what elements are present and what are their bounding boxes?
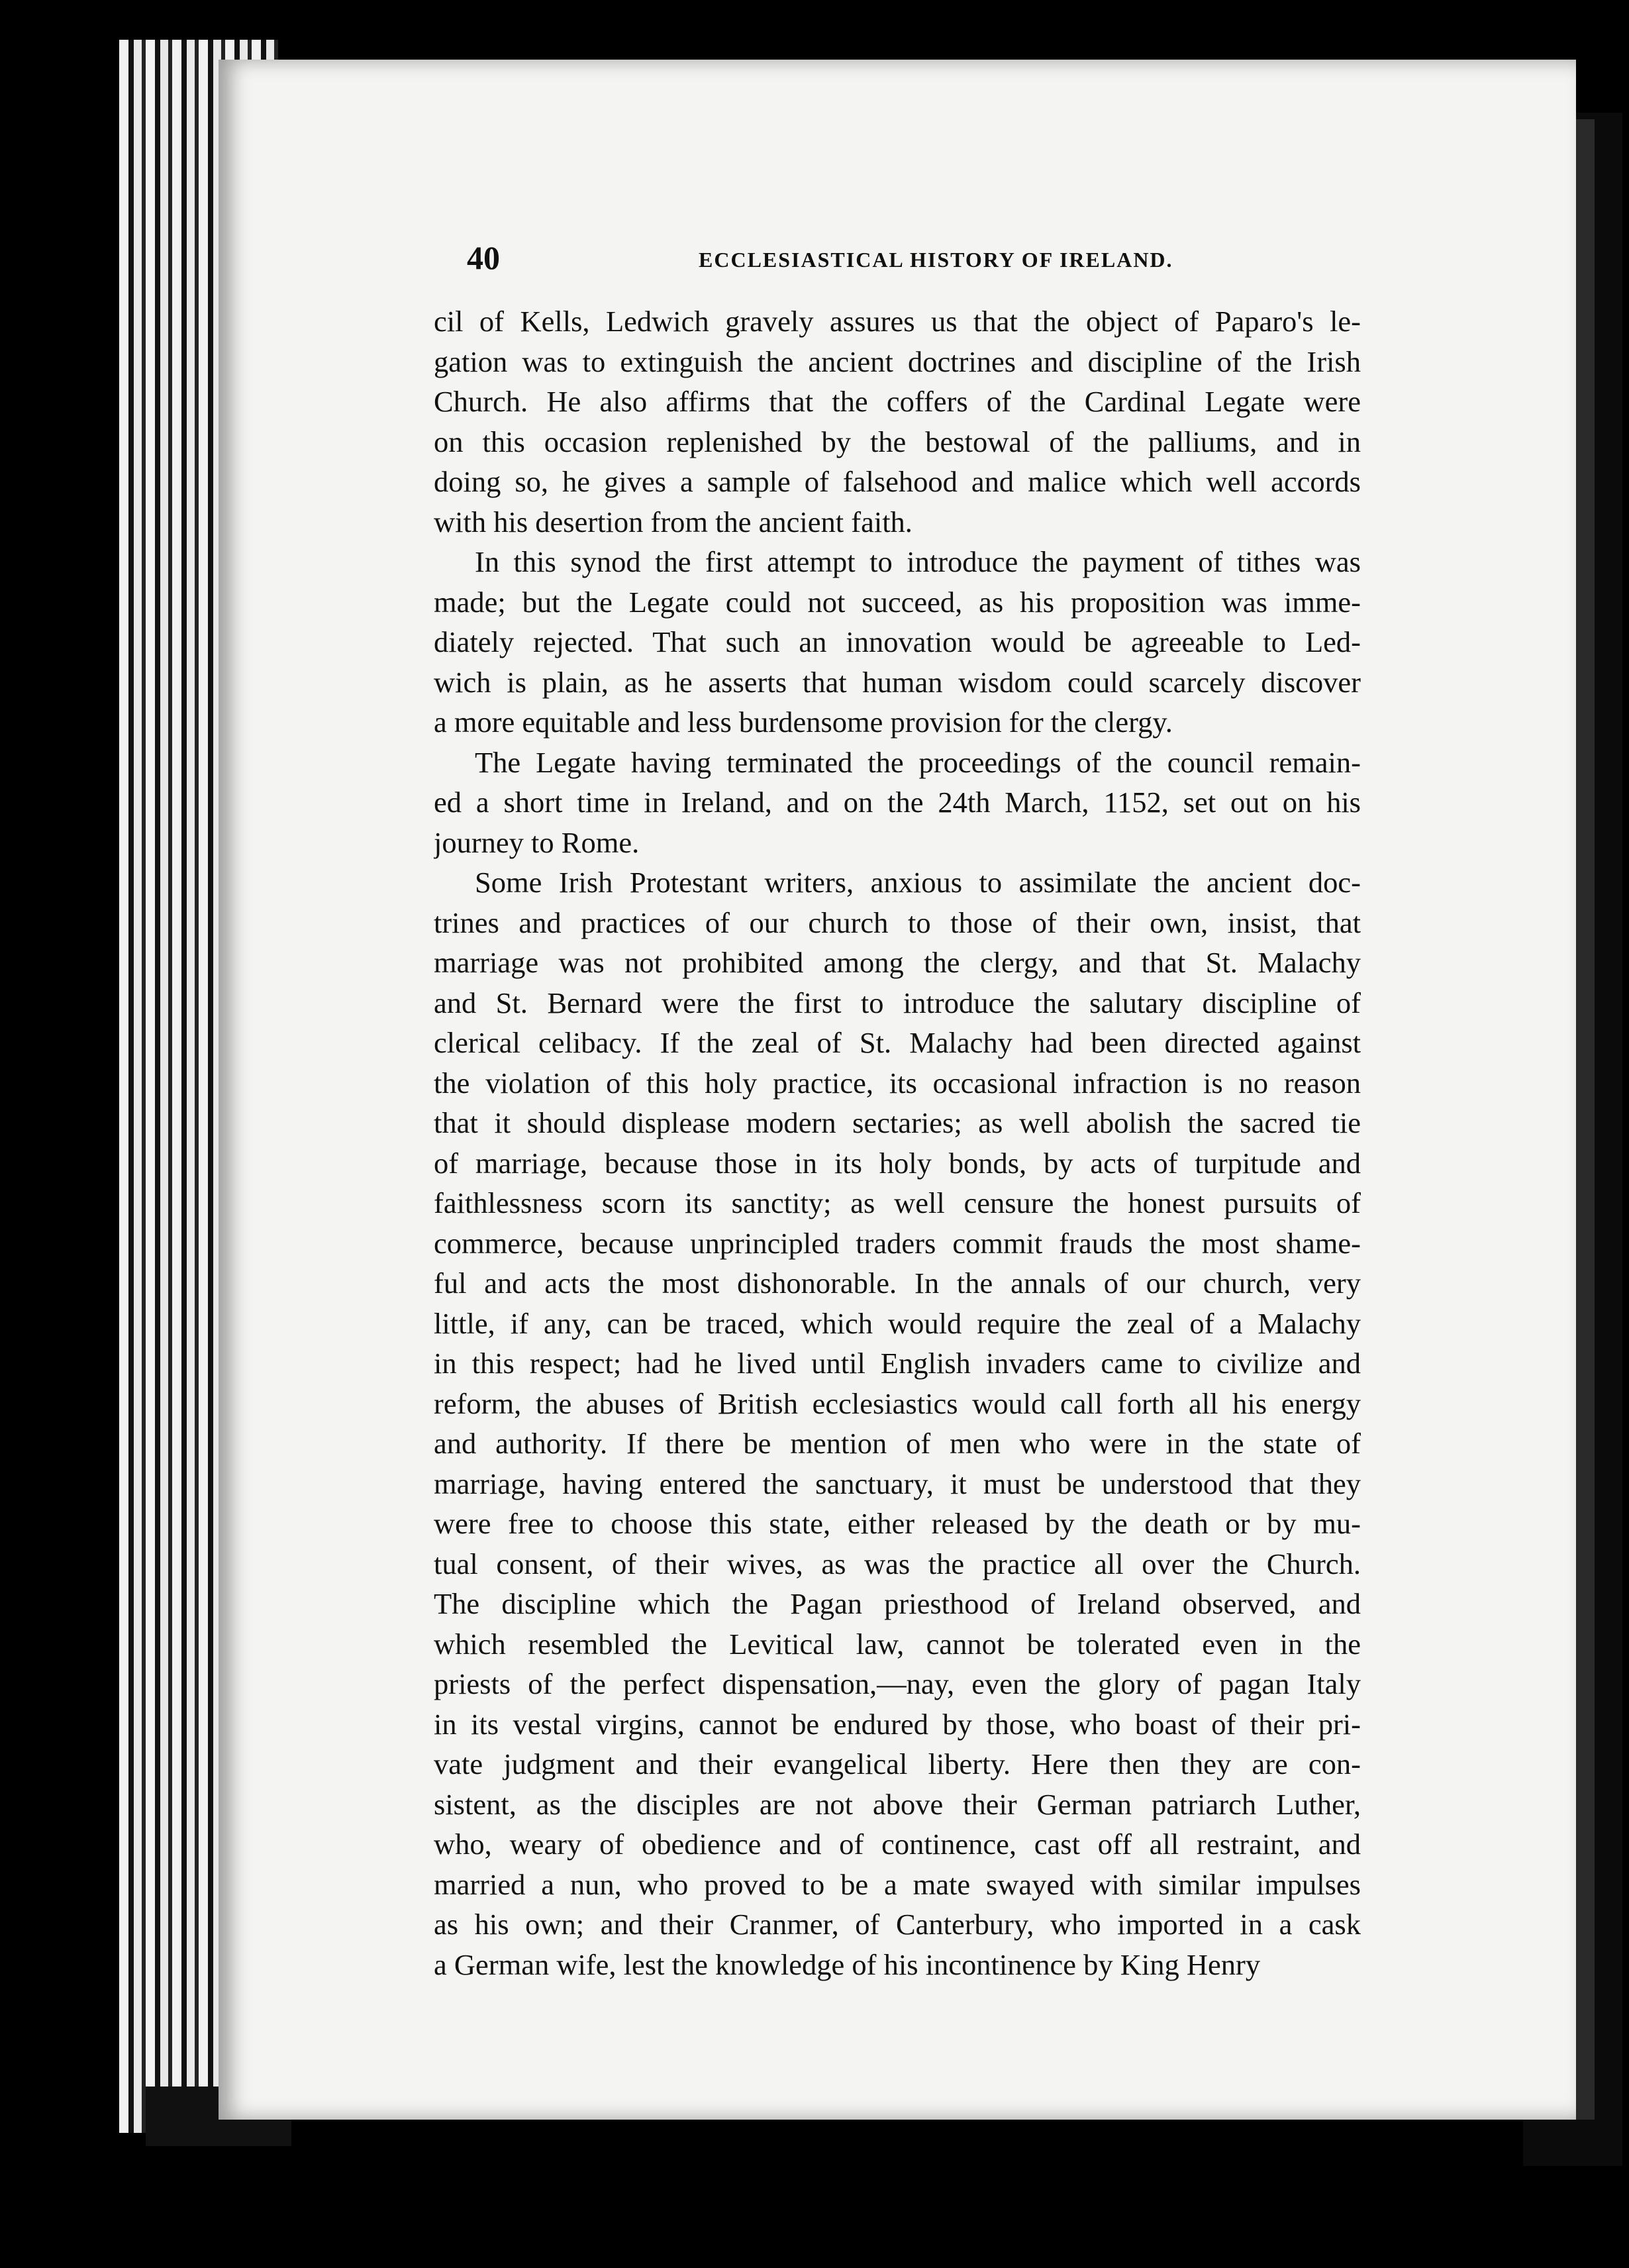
- paragraph: [434, 301, 1361, 542]
- text-line: a more equitable and less burdensome provision for the clergy.: [434, 705, 1173, 739]
- text-line: ed a short time in Ireland, and on the 24th March, 1152, set out on his: [434, 786, 1361, 819]
- body-text: [434, 301, 1361, 1984]
- text-line: marriage was not prohibited among the clergy, and that St. Malachy: [434, 946, 1361, 979]
- text-line: Some Irish Protestant writers, anxious to assimilate the ancient doc-: [475, 866, 1361, 899]
- text-line: The discipline which the Pagan priesthood of Ireland observed, and: [434, 1587, 1361, 1620]
- text-line: in its vestal virgins, cannot be endured by those, who boast of their pri-: [434, 1707, 1361, 1741]
- text-line: ful and acts the most dishonorable. In the annals of our church, very: [434, 1266, 1361, 1300]
- text-line: which resembled the Levitical law, cannot be tolerated even in the: [434, 1627, 1361, 1661]
- text-line: as his own; and their Cranmer, of Canterbury, who imported in a cask: [434, 1908, 1361, 1941]
- text-line: sistent, as the disciples are not above their German patriarch Luther,: [434, 1787, 1361, 1821]
- text-line: The Legate having terminated the proceedings of the council remain-: [475, 745, 1361, 779]
- running-head: ECCLESIASTICAL HISTORY OF IRELAND.: [699, 248, 1173, 272]
- text-line: on this occasion replenished by the bestowal of the palliums, and in: [434, 425, 1361, 458]
- text-line: diately rejected. That such an innovation would be agreeable to Led-: [434, 625, 1361, 658]
- text-line: in this respect; had he lived until English invaders came to civilize and: [434, 1347, 1361, 1380]
- text-line: clerical celibacy. If the zeal of St. Malachy had been directed against: [434, 1026, 1361, 1059]
- paragraph: [434, 542, 1361, 743]
- text-line: marriage, having entered the sanctuary, it must be understood that they: [434, 1467, 1361, 1500]
- text-line: a German wife, lest the knowledge of his incontinence by King Henry: [434, 1947, 1261, 1981]
- text-line: with his desertion from the ancient faith.: [434, 505, 913, 539]
- text-line: gation was to extinguish the ancient doctrines and discipline of the Irish: [434, 344, 1361, 378]
- text-line: doing so, he gives a sample of falsehood and malice which well accords: [434, 465, 1361, 498]
- text-line: and St. Bernard were the first to introduce the salutary discipline of: [434, 986, 1361, 1019]
- text-line: cil of Kells, Ledwich gravely assures us that the object of Paparo's le-: [434, 305, 1361, 338]
- scan-border-stripe: [1576, 119, 1595, 2120]
- text-line: were free to choose this state, either released by the death or by mu-: [434, 1507, 1361, 1540]
- page-header: [467, 238, 1394, 285]
- text-line: faithlessness scorn its sanctity; as well censure the honest pursuits of: [434, 1186, 1361, 1219]
- text-line: priests of the perfect dispensation,—nay, even the glory of pagan Italy: [434, 1667, 1361, 1700]
- text-line: little, if any, can be traced, which would require the zeal of a Malachy: [434, 1306, 1361, 1340]
- text-line: married a nun, who proved to be a mate swayed with similar impulses: [434, 1867, 1361, 1901]
- text-line: that it should displease modern sectaries; as well abolish the sacred tie: [434, 1106, 1361, 1139]
- text-line: trines and practices of our church to those of their own, insist, that: [434, 905, 1361, 939]
- text-line: commerce, because unprincipled traders commit frauds the most shame-: [434, 1226, 1361, 1260]
- text-line: who, weary of obedience and of continence, cast off all restraint, and: [434, 1828, 1361, 1861]
- text-line: and authority. If there be mention of men who were in the state of: [434, 1427, 1361, 1460]
- paragraph: [434, 862, 1361, 1984]
- text-line: reform, the abuses of British ecclesiastics would call forth all his energy: [434, 1386, 1361, 1420]
- text-line: journey to Rome.: [434, 825, 640, 859]
- text-line: vate judgment and their evangelical liberty. Here then they are con-: [434, 1747, 1361, 1780]
- paragraph: [434, 743, 1361, 863]
- text-line: Church. He also affirms that the coffers of the Cardinal Legate were: [434, 385, 1361, 418]
- text-line: tual consent, of their wives, as was the practice all over the Church.: [434, 1547, 1361, 1580]
- text-line: the violation of this holy practice, its occasional infraction is no reason: [434, 1066, 1361, 1100]
- page-number: 40: [467, 239, 500, 276]
- text-line: made; but the Legate could not succeed, as his proposition was imme-: [434, 585, 1361, 619]
- text-line: of marriage, because those in its holy bonds, by acts of turpitude and: [434, 1146, 1361, 1180]
- text-line: In this synod the first attempt to introduce the payment of tithes was: [475, 545, 1361, 578]
- text-line: wich is plain, as he asserts that human wisdom could scarcely discover: [434, 665, 1361, 699]
